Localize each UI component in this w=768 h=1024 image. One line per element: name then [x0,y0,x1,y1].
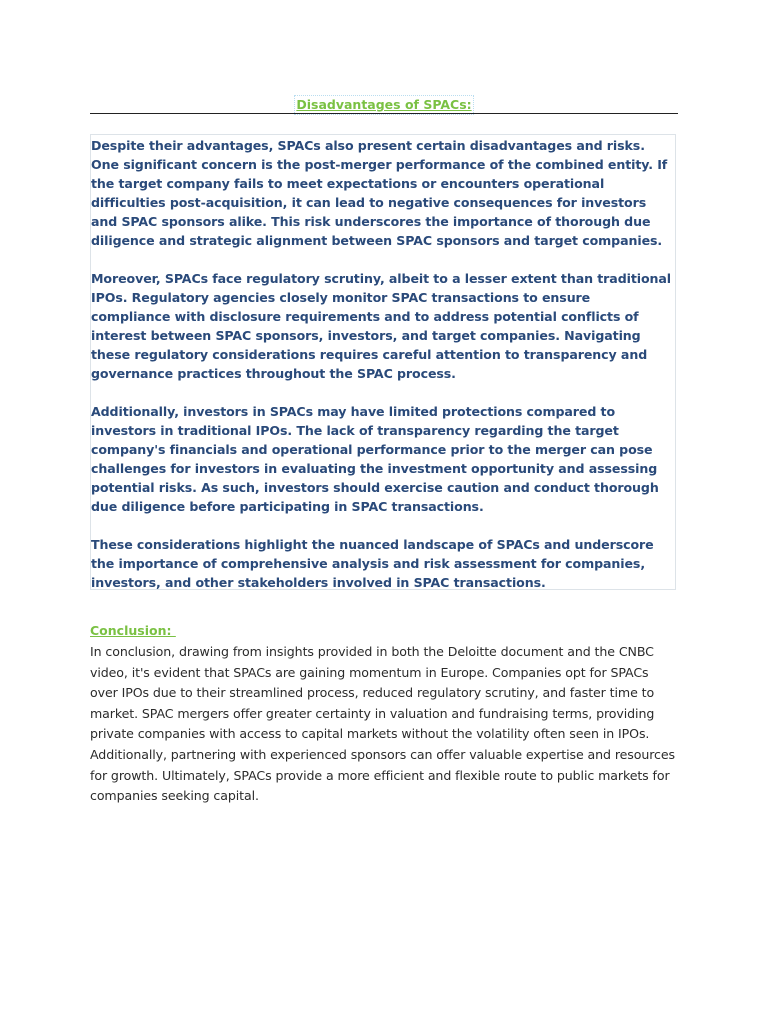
heading-divider [90,113,678,114]
disadvantages-paragraph: Additionally, investors in SPACs may have limited protections compared to investors in traditional IPOs. The lack of transparency regarding the target company's financials and operational performance prior to the merger can pose challenges for investors in evaluating the investment opportunity and assessing potential risks. As such, investors should exercise caution and conduct thorough due diligence before participating in SPAC transactions. [91,404,659,514]
disadvantages-text-box [90,134,676,590]
page-heading-container [90,94,678,115]
disadvantages-paragraph: Moreover, SPACs face regulatory scrutiny, albeit to a lesser extent than traditional IPOs. Regulatory agencies closely monitor SPAC transactions to ensure compliance with disclosure requirements and to address potential conflicts of interest between SPAC sponsors, investors, and target companies. Navigating these regulatory considerations requires careful attention to transparency and governance practices throughout the SPAC process. [91,271,671,381]
disadvantages-paragraph: These considerations highlight the nuanced landscape of SPACs and underscore the importance of comprehensive analysis and risk assessment for companies, investors, and other stakeholders involved in SPAC transactions. [91,537,654,590]
conclusion-heading: Conclusion: [90,623,176,638]
page-heading: Disadvantages of SPACs: [294,95,473,115]
disadvantages-paragraph: Despite their advantages, SPACs also present certain disadvantages and risks. One significant concern is the post-merger performance of the combined entity. If the target company fails to meet expectations or encounters operational difficulties post-acquisition, it can lead to negative consequences for investors and SPAC sponsors alike. This risk underscores the importance of thorough due diligence and strategic alignment between SPAC sponsors and target companies. [91,138,668,248]
conclusion-paragraph: In conclusion, drawing from insights provided in both the Deloitte document and the CNBC video, it's evident that SPACs are gaining momentum in Europe. Companies opt for SPACs over IPOs due to their streamlined process, reduced regulatory scrutiny, and faster time to market. SPAC mergers offer greater certainty in valuation and fundraising terms, providing private companies with access to capital markets without the volatility often seen in IPOs. Additionally, partnering with experienced sponsors can offer valuable expertise and resources for growth. Ultimately, SPACs provide a more efficient and flexible route to public markets for companies seeking capital. [90,644,675,804]
